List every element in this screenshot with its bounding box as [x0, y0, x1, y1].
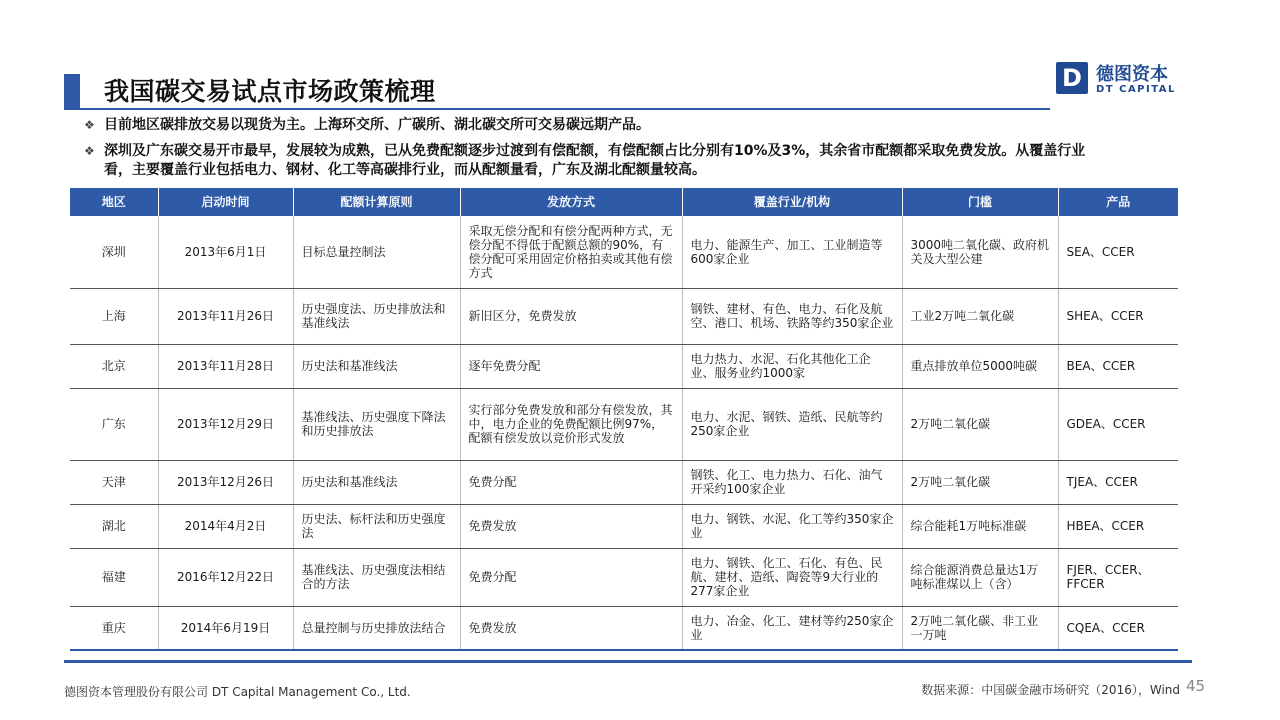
title-divider: [64, 108, 1050, 110]
header-coverage: 覆盖行业/机构: [682, 188, 902, 216]
header-product: 产品: [1058, 188, 1178, 216]
cell-start: 2013年12月26日: [158, 460, 293, 504]
footer-company: 德图资本管理股份有限公司 DT Capital Management Co., Ltd.: [64, 685, 411, 699]
cell-threshold: 2万吨二氧化碳、非工业一万吨: [902, 606, 1058, 650]
table-row: [70, 504, 1178, 548]
policy-table: [70, 188, 1178, 651]
cell-threshold: 综合能耗1万吨标准碳: [902, 504, 1058, 548]
cell-product: HBEA、CCER: [1058, 504, 1178, 548]
diamond-bullet-icon: ❖: [84, 144, 95, 158]
cell-principle: 基准线法、历史强度下降法和历史排放法: [293, 388, 460, 460]
cell-principle: 总量控制与历史排放法结合: [293, 606, 460, 650]
cell-principle: 历史强度法、历史排放法和基准线法: [293, 288, 460, 344]
bullet-item: ❖ 深圳及广东碳交易开市最早，发展较为成熟，已从免费配额逐步过渡到有偿配额，有偿配额占比分别有10%及3%，其余省市配额都采取免费发放。从覆盖行业看，主要覆盖行业包括电力、钢材、化工等高碳排行业，而从配额量看，广东及湖北配额量较高。: [84, 143, 1086, 178]
cell-principle: 历史法和基准线法: [293, 344, 460, 388]
cell-method: 实行部分免费发放和部分有偿发放，其中，电力企业的免费配额比例97%，配额有偿发放以竞价形式发放: [460, 388, 682, 460]
cell-principle: 基准线法、历史强度法相结合的方法: [293, 548, 460, 606]
cell-region: 广东: [70, 388, 158, 460]
cell-region: 湖北: [70, 504, 158, 548]
diamond-bullet-icon: ❖: [84, 118, 95, 132]
cell-region: 北京: [70, 344, 158, 388]
logo-en-text: DT CAPITAL: [1096, 84, 1176, 95]
cell-method: 免费发放: [460, 504, 682, 548]
cell-start: 2013年11月26日: [158, 288, 293, 344]
cell-coverage: 钢铁、建材、有色、电力、石化及航空、港口、机场、铁路等约350家企业: [682, 288, 902, 344]
table-header-row: [70, 188, 1178, 216]
header-start: 启动时间: [158, 188, 293, 216]
cell-coverage: 电力、钢铁、水泥、化工等约350家企业: [682, 504, 902, 548]
cell-start: 2016年12月22日: [158, 548, 293, 606]
cell-product: BEA、CCER: [1058, 344, 1178, 388]
cell-product: SHEA、CCER: [1058, 288, 1178, 344]
cell-start: 2013年6月1日: [158, 216, 293, 288]
cell-coverage: 电力、能源生产、加工、工业制造等600家企业: [682, 216, 902, 288]
cell-method: 采取无偿分配和有偿分配两种方式，无偿分配不得低于配额总额的90%，有偿分配可采用固定价格拍卖或其他有偿方式: [460, 216, 682, 288]
cell-threshold: 2万吨二氧化碳: [902, 388, 1058, 460]
cell-coverage: 电力热力、水泥、石化其他化工企业、服务业约1000家: [682, 344, 902, 388]
table-row: [70, 216, 1178, 288]
cell-product: SEA、CCER: [1058, 216, 1178, 288]
cell-coverage: 电力、水泥、钢铁、造纸、民航等约250家企业: [682, 388, 902, 460]
logo-icon: D: [1056, 62, 1088, 94]
cell-region: 天津: [70, 460, 158, 504]
table-row: [70, 460, 1178, 504]
cell-region: 深圳: [70, 216, 158, 288]
cell-product: GDEA、CCER: [1058, 388, 1178, 460]
title-accent-bar: [64, 74, 80, 108]
cell-method: 逐年免费分配: [460, 344, 682, 388]
cell-threshold: 综合能源消费总量达1万吨标准煤以上（含）: [902, 548, 1058, 606]
cell-method: 免费分配: [460, 548, 682, 606]
header-threshold: 门槛: [902, 188, 1058, 216]
cell-product: FJER、CCER、FFCER: [1058, 548, 1178, 606]
header-method: 发放方式: [460, 188, 682, 216]
cell-coverage: 电力、冶金、化工、建材等约250家企业: [682, 606, 902, 650]
cell-principle: 目标总量控制法: [293, 216, 460, 288]
header-region: 地区: [70, 188, 158, 216]
table-row: [70, 548, 1178, 606]
cell-coverage: 电力、钢铁、化工、石化、有色、民航、建材、造纸、陶瓷等9大行业的277家企业: [682, 548, 902, 606]
footer-divider: [64, 660, 1192, 663]
cell-threshold: 重点排放单位5000吨碳: [902, 344, 1058, 388]
cell-principle: 历史法和基准线法: [293, 460, 460, 504]
table-row: [70, 288, 1178, 344]
bullet-item: ❖ 目前地区碳排放交易以现货为主。上海环交所、广碳所、湖北碳交所可交易碳远期产品。: [84, 117, 650, 133]
footer-source: 数据来源：中国碳金融市场研究（2016），Wind: [921, 683, 1180, 697]
cell-method: 免费分配: [460, 460, 682, 504]
cell-start: 2014年6月19日: [158, 606, 293, 650]
header-principle: 配额计算原则: [293, 188, 460, 216]
cell-product: CQEA、CCER: [1058, 606, 1178, 650]
cell-principle: 历史法、标杆法和历史强度法: [293, 504, 460, 548]
cell-start: 2013年11月28日: [158, 344, 293, 388]
table-row: [70, 606, 1178, 650]
company-logo: [1056, 62, 1186, 102]
page-title: 我国碳交易试点市场政策梳理: [104, 77, 436, 106]
logo-cn-text: 德图资本: [1096, 64, 1168, 85]
cell-start: 2014年4月2日: [158, 504, 293, 548]
cell-region: 上海: [70, 288, 158, 344]
cell-start: 2013年12月29日: [158, 388, 293, 460]
cell-threshold: 3000吨二氧化碳、政府机关及大型公建: [902, 216, 1058, 288]
table-row: [70, 388, 1178, 460]
cell-region: 福建: [70, 548, 158, 606]
cell-threshold: 工业2万吨二氧化碳: [902, 288, 1058, 344]
cell-threshold: 2万吨二氧化碳: [902, 460, 1058, 504]
summary-bullets: [84, 116, 1104, 187]
cell-method: 免费发放: [460, 606, 682, 650]
cell-coverage: 钢铁、化工、电力热力、石化、油气开采约100家企业: [682, 460, 902, 504]
cell-product: TJEA、CCER: [1058, 460, 1178, 504]
table-row: [70, 344, 1178, 388]
page-number: 45: [1186, 677, 1206, 695]
cell-method: 新旧区分，免费发放: [460, 288, 682, 344]
cell-region: 重庆: [70, 606, 158, 650]
